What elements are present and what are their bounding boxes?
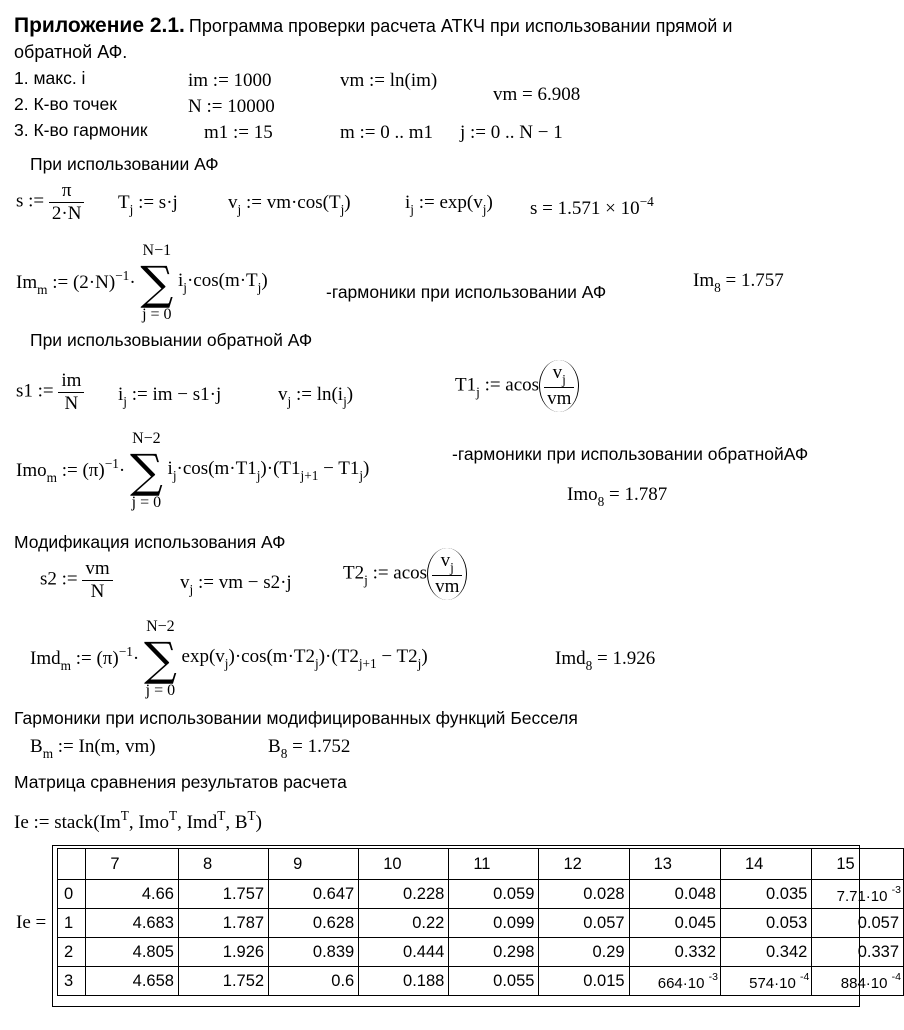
table-row <box>58 880 904 909</box>
im8-result: $Im_8 = 1.757$ <box>693 270 784 295</box>
table-cell: 1.752 <box>178 967 268 996</box>
table-row <box>58 938 904 967</box>
table-row <box>58 967 904 996</box>
t2-definition: $T2_j$ := acos $\frac{v_j}{vm}$ <box>343 548 467 600</box>
table-cell: 0.099 <box>449 909 539 938</box>
table-row-index: 3 <box>58 967 86 996</box>
table-row-index: 0 <box>58 880 86 909</box>
table-column-header: 13 <box>629 849 720 880</box>
im-definition: im := 1000 <box>188 70 272 91</box>
title-bold: Приложение 2.1. <box>14 14 185 37</box>
table-column-header: 10 <box>359 849 449 880</box>
imd8-result: Imd$_8$ = 1.926 <box>555 648 656 673</box>
table-row <box>58 909 904 938</box>
table-column-header: 15 <box>812 849 904 880</box>
section-mod-heading: Модификация использования АФ <box>14 532 286 552</box>
table-cell: 0.057 <box>539 909 629 938</box>
vm-result: vm = 6.908 <box>493 84 581 105</box>
table-cell: 0.059 <box>449 880 539 909</box>
table-cell: 0.628 <box>269 909 359 938</box>
imo-note: -гармоники при использовании обратнойАФ <box>452 444 809 464</box>
m1-definition: m1 := 15 <box>204 122 273 143</box>
result-table <box>57 848 904 996</box>
v-inverse-definition: $v_j$ := $\ln(i_j)$ <box>278 384 354 409</box>
table-column-header: 9 <box>269 849 359 880</box>
table-cell: 0.298 <box>449 938 539 967</box>
section-bessel-heading: Гармоники при использовании модифицированных функций Бесселя <box>14 708 578 728</box>
table-cell: 0.839 <box>269 938 359 967</box>
table-cell: 1.787 <box>178 909 268 938</box>
table-cell: 4.66 <box>86 880 179 909</box>
page-title <box>14 14 732 38</box>
title-line2: обратной АФ. <box>14 42 128 62</box>
table-row-index: 1 <box>58 909 86 938</box>
table-cell: 884·10 $^{-4}$ <box>812 967 904 996</box>
i-definition: $i_j$ := $\exp(v_j)$ <box>405 192 493 217</box>
im-note: -гармоники при использовании АФ <box>326 282 607 302</box>
j-range: j := 0 .. N − 1 <box>460 122 563 143</box>
imd-formula: Imd$_m$ := $(\pi)^{-1}\cdot$ N−2 ∑ j = 0 $\exp(v_j)\cdot\cos(m\cdot T2_j)\cdot(T2_{j+1} - T2_j)$ <box>30 618 428 699</box>
imo-formula: Imo$_m$ := $(\pi)^{-1}\cdot$ N−2 ∑ j = 0 $i_j\cdot\cos(m\cdot T1_j)\cdot(T1_{j+1} - T1_j)$ <box>16 430 370 511</box>
table-cell: 664·10 $^{-3}$ <box>629 967 720 996</box>
table-cell: 0.028 <box>539 880 629 909</box>
n-definition: N := 10000 <box>188 96 275 117</box>
table-cell: 0.035 <box>720 880 811 909</box>
table-cell: 7.71·10 $^{-3}$ <box>812 880 904 909</box>
table-cell: 0.332 <box>629 938 720 967</box>
table-cell: 1.926 <box>178 938 268 967</box>
table-cell: 4.683 <box>86 909 179 938</box>
b8-result: $B_8 = 1.752$ <box>268 736 351 761</box>
s1-definition: s1 := $\frac{im}{N}$ <box>16 370 84 415</box>
table-cell: 4.805 <box>86 938 179 967</box>
table-cell: 0.444 <box>359 938 449 967</box>
harmonics-label: 3. К-во гармоник <box>14 120 148 140</box>
title-rest: Программа проверки расчета АТКЧ при использовании прямой и <box>188 16 733 36</box>
v-mod-definition: $v_j$ := vm − s2·j <box>180 572 292 597</box>
section-af-heading: При использовании АФ <box>30 154 219 174</box>
section-inverse-heading: При использовыании обратной АФ <box>30 330 313 350</box>
table-row-index: 2 <box>58 938 86 967</box>
ie-definition: Ie := $stack(Im^T$, Imo$^T$, Imd$^T$, $B^T$) <box>14 808 262 833</box>
table-column-header: 14 <box>720 849 811 880</box>
max-i-label: 1. макс. i <box>14 68 86 88</box>
v-definition: $v_j$ := $vm\cdot\cos(T_j)$ <box>228 192 351 217</box>
table-cell: 0.647 <box>269 880 359 909</box>
table-header-row <box>58 849 904 880</box>
table-corner-cell <box>58 849 86 880</box>
table-cell: 0.6 <box>269 967 359 996</box>
table-cell: 0.29 <box>539 938 629 967</box>
table-column-header: 12 <box>539 849 629 880</box>
imo8-result: Imo$_8$ = 1.787 <box>567 484 668 509</box>
m-range: m := 0 .. m1 <box>340 122 434 143</box>
ie-label: Ie = <box>16 912 47 933</box>
table-cell: 0.055 <box>449 967 539 996</box>
table-cell: 0.053 <box>720 909 811 938</box>
table-cell: 0.045 <box>629 909 720 938</box>
s-result: $s = 1.571 \times 10^{-4}$ <box>530 194 654 219</box>
points-label: 2. К-во точек <box>14 94 117 114</box>
b-definition: $B_m$ := In(m, vm) <box>30 736 156 761</box>
s-definition: s := $\frac{\pi}{2\cdot N}$ <box>16 180 84 225</box>
section-matrix-heading: Матрица сравнения результатов расчета <box>14 772 347 792</box>
table-cell: 0.342 <box>720 938 811 967</box>
table-cell: 4.658 <box>86 967 179 996</box>
table-column-header: 11 <box>449 849 539 880</box>
table-cell: 0.228 <box>359 880 449 909</box>
t-definition: $T_j$ := s·j <box>118 192 178 217</box>
t1-definition: $T1_j$ := acos $\frac{v_j}{vm}$ <box>455 360 579 412</box>
s2-definition: s2 := $\frac{vm}{N}$ <box>40 558 113 603</box>
table-cell: 0.048 <box>629 880 720 909</box>
i-inverse-definition: $i_j$ := im − s1·j <box>118 384 222 409</box>
table-column-header: 8 <box>178 849 268 880</box>
table-cell: 574·10 $^{-4}$ <box>720 967 811 996</box>
table-cell: 0.188 <box>359 967 449 996</box>
table-column-header: 7 <box>86 849 179 880</box>
table-cell: 1.757 <box>178 880 268 909</box>
im-formula: $Im_m$ := $(2\cdot N)^{-1}\cdot$ N−1 ∑ j = 0 $i_j\cdot\cos(m\cdot T_j)$ <box>16 242 268 323</box>
table-cell: 0.22 <box>359 909 449 938</box>
vm-definition: vm := ln(im) <box>340 70 438 91</box>
table-cell: 0.057 <box>812 909 904 938</box>
table-cell: 0.015 <box>539 967 629 996</box>
table-cell: 0.337 <box>812 938 904 967</box>
